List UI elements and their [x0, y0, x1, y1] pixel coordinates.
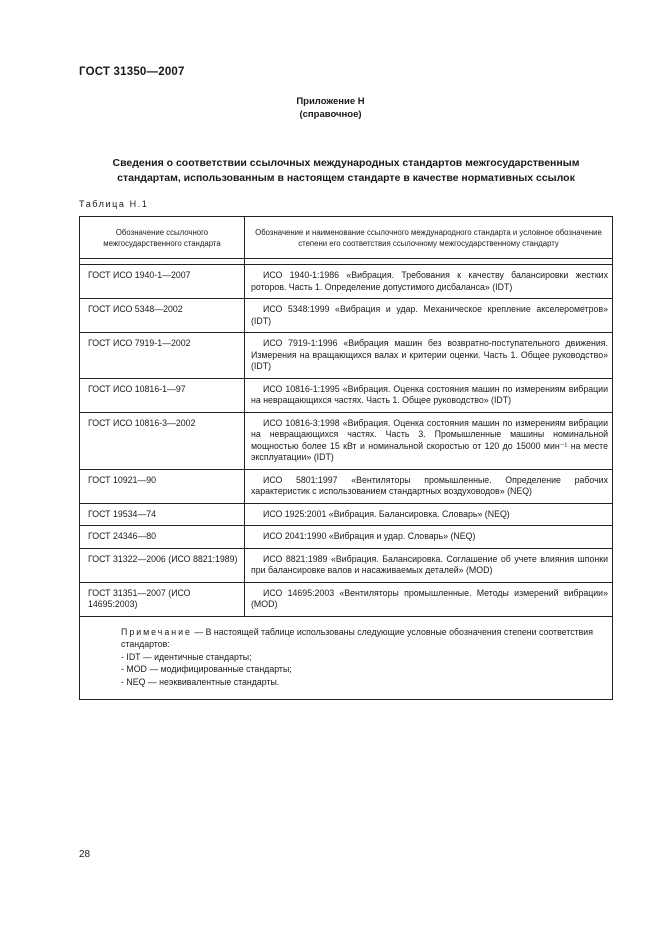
page-number: 28 [79, 849, 91, 860]
table-label: Таблица Н.1 [79, 199, 149, 209]
note-intro-line [88, 626, 604, 651]
table-header-row [80, 217, 613, 259]
appendix-heading [0, 95, 661, 121]
gost-designation-cell: ГОСТ 10921—90 [80, 469, 245, 503]
header-gost-column: Обозначение ссылочного межгосударственного стандарта [80, 217, 245, 259]
table-row [80, 582, 613, 616]
appendix-title: Приложение Н [296, 96, 365, 107]
note-intro: — В настоящей таблице использованы следующие условные обозначения степени соответствия стандартов: [121, 626, 593, 649]
table-row [80, 503, 613, 526]
gost-designation-cell: ГОСТ 19534—74 [80, 503, 245, 526]
table-row [80, 412, 613, 469]
table-note [80, 616, 613, 700]
table-row [80, 548, 613, 582]
reference-table [79, 216, 613, 700]
table-row [80, 378, 613, 412]
table-row [80, 526, 613, 549]
table-row [80, 299, 613, 333]
gost-designation-cell: ГОСТ ИСО 10816-1—97 [80, 378, 245, 412]
note-label: Примечание [121, 626, 192, 637]
table-row [80, 469, 613, 503]
iso-standard-cell: ИСО 5801:1997 «Вентиляторы промышленные. Определение рабочих характеристик с использованием стандартных воздуховодов» (NEQ) [245, 469, 613, 503]
gost-designation-cell: ГОСТ ИСО 5348—2002 [80, 299, 245, 333]
section-title: Сведения о соответствии ссылочных международных стандартов межгосударственным стандартам, использованным в настоящем стандарте в качестве нормативных ссылок [112, 157, 580, 184]
iso-standard-cell: ИСО 1925:2001 «Вибрация. Балансировка. Словарь» (NEQ) [245, 503, 613, 526]
table-note-row [80, 616, 613, 700]
note-item: - IDT — идентичные стандарты; [121, 651, 252, 662]
iso-standard-cell: ИСО 10816-1:1995 «Вибрация. Оценка состояния машин по измерениям вибрации на невращающихся частях. Часть 1. Общее руководство» (IDT) [245, 378, 613, 412]
iso-standard-cell: ИСО 7919-1:1996 «Вибрация машин без возвратно-поступательного движения. Измерения на вращающихся валах и критерии оценки. Часть 1. Общее руководство» (IDT) [245, 333, 613, 379]
table-body [80, 265, 613, 617]
iso-standard-cell: ИСО 1940-1:1986 «Вибрация. Требования к качеству балансировки жестких роторов. Часть 1. Определение допустимого дисбаланса» (IDT) [245, 265, 613, 299]
iso-standard-cell: ИСО 5348:1999 «Вибрация и удар. Механическое крепление акселерометров» (IDT) [245, 299, 613, 333]
gost-designation-cell: ГОСТ ИСО 10816-3—2002 [80, 412, 245, 469]
iso-standard-cell: ИСО 10816-3:1998 «Вибрация. Оценка состояния машин по измерениям вибрации на невращающихся частях. Часть 3. Промышленные машины номинальной мощностью более 15 кВт и номинальной скоростью от 120 до 15000 мин⁻¹ на месте эксплуатации» (IDT) [245, 412, 613, 469]
header-iso-column: Обозначение и наименование ссылочного международного стандарта и условное обозначение степени его соответствия ссылочному межгосударственному стандарту [245, 217, 613, 259]
table-row [80, 265, 613, 299]
table-row [80, 333, 613, 379]
iso-standard-cell: ИСО 8821:1989 «Вибрация. Балансировка. Соглашение об учете влияния шпонки при балансировке валов и насаживаемых деталей» (MOD) [245, 548, 613, 582]
iso-standard-cell: ИСО 2041:1990 «Вибрация и удар. Словарь» (NEQ) [245, 526, 613, 549]
iso-standard-cell: ИСО 14695:2003 «Вентиляторы промышленные. Методы измерений вибрации» (MOD) [245, 582, 613, 616]
appendix-subtitle: (справочное) [299, 109, 362, 120]
gost-designation-cell: ГОСТ ИСО 7919-1—2002 [80, 333, 245, 379]
gost-designation-cell: ГОСТ 31351—2007 (ИСО 14695:2003) [80, 582, 245, 616]
gost-designation-cell: ГОСТ ИСО 1940-1—2007 [80, 265, 245, 299]
document-number: ГОСТ 31350—2007 [79, 66, 185, 78]
note-item: - NEQ — неэквивалентные стандарты. [121, 676, 280, 687]
gost-designation-cell: ГОСТ 31322—2006 (ИСО 8821:1989) [80, 548, 245, 582]
gost-designation-cell: ГОСТ 24346—80 [80, 526, 245, 549]
note-item: - MOD — модифицированные стандарты; [121, 664, 292, 674]
